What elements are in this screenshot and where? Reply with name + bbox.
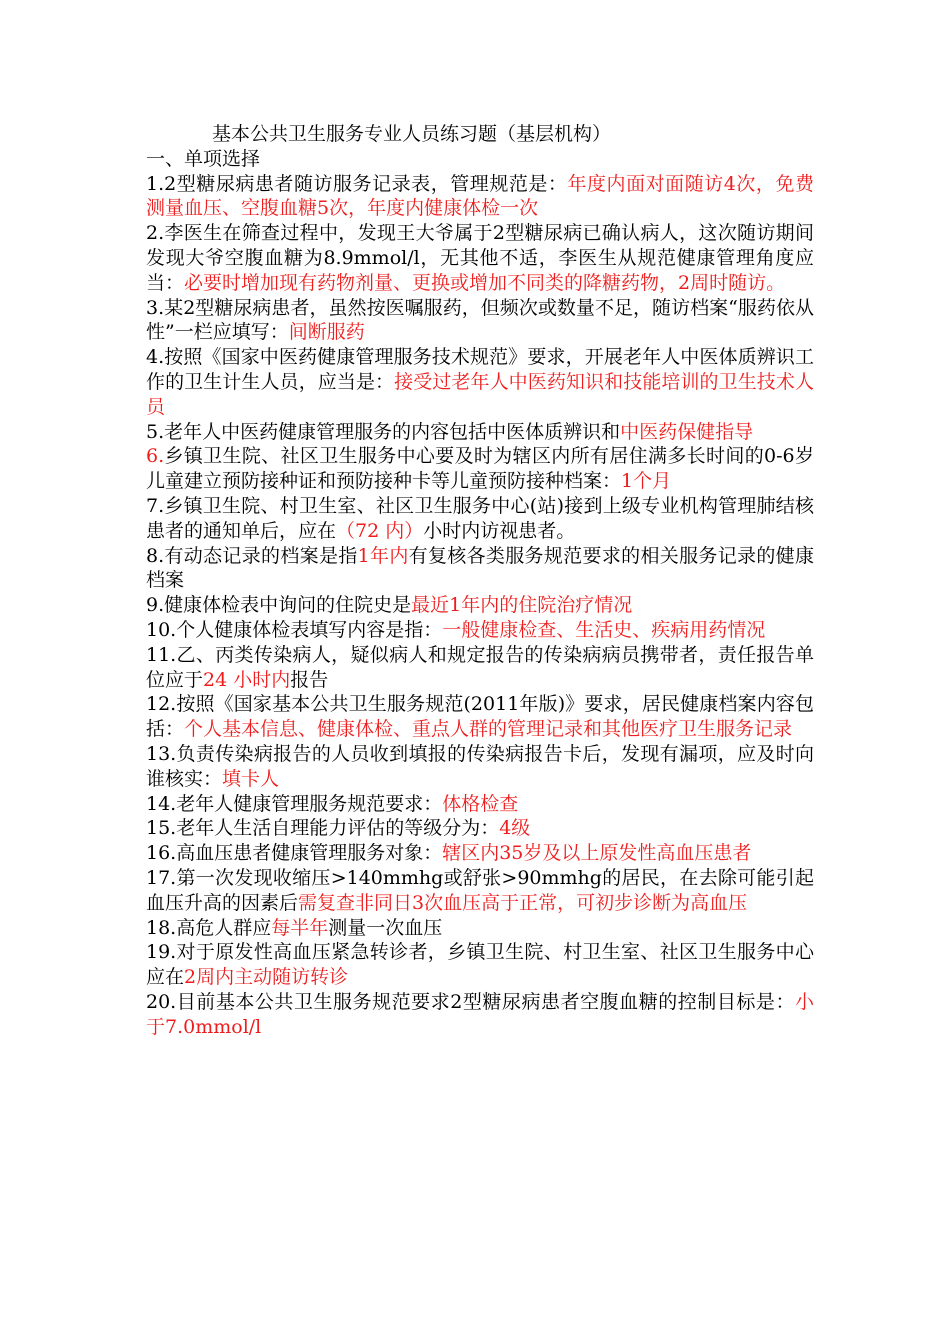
answer-text: 个人基本信息、健康体检、重点人群的管理记录和其他医疗卫生服务记录: [184, 718, 793, 741]
answer-text: 1年内: [357, 544, 409, 567]
question-item: [146, 593, 814, 618]
question-item: [146, 172, 814, 222]
question-text: 8.有动态记录的档案是指: [146, 544, 358, 567]
question-text: 14.老年人健康管理服务规范要求：: [146, 792, 443, 815]
answer-text: 间断服药: [288, 321, 365, 344]
answer-text: 需复查非同日3次血压高于正常，可初步诊断为高血压: [298, 891, 748, 914]
question-text: 有复核各类服务规范要求的相关服务记录的健康档案: [146, 544, 814, 592]
answer-text: 4级: [499, 817, 531, 840]
question-text: 16.高血压患者健康管理服务对象：: [146, 842, 443, 865]
question-text: 小时内访视患者。: [423, 519, 576, 542]
question-item: [146, 792, 814, 817]
question-item: [146, 816, 814, 841]
question-item: [146, 221, 814, 295]
question-text: 15.老年人生活自理能力评估的等级分为：: [146, 817, 500, 840]
question-item: [146, 916, 814, 941]
answer-text: 体格检查: [442, 792, 519, 815]
question-item: [146, 866, 814, 916]
question-text: 5.老年人中医药健康管理服务的内容包括中医体质辨识和: [146, 420, 621, 443]
answer-text: 接受过老年人中医药知识和技能培训的卫生技术人员: [146, 370, 814, 418]
question-text: 测量一次血压: [328, 916, 443, 939]
answer-text: 年度内面对面随访4次，免费测量血压、空腹血糖5次，年度内健康体检一次: [146, 172, 815, 220]
question-item: [146, 643, 814, 693]
question-text: 18.高危人群应: [146, 916, 272, 939]
answer-text: 中医药保健指导: [620, 420, 754, 443]
document-page: [146, 122, 814, 1039]
question-item: [146, 420, 814, 445]
question-item: [146, 494, 814, 544]
answer-text: 一般健康检查、生活史、疾病用药情况: [442, 618, 766, 641]
question-text: 10.个人健康体检表填写内容是指：: [146, 618, 443, 641]
answer-text: 2周内主动随访转诊: [184, 966, 349, 989]
question-text: 12.按照《国家基本公共卫生服务规范(2011年版)》要求，居民健康档案内容包括：: [146, 693, 814, 741]
question-item: [146, 444, 814, 494]
question-item: [146, 296, 814, 346]
question-item: [146, 990, 814, 1040]
section-heading: 一、单项选择: [146, 147, 261, 170]
question-text: 报告: [290, 668, 329, 691]
answer-text: （72 内）: [336, 519, 424, 542]
question-text: 乡镇卫生院、社区卫生服务中心要及时为辖区内所有居住满多长时间的0-6岁儿童建立预防接种证和预防接种卡等儿童预防接种档案：: [146, 445, 814, 493]
question-text: 4.按照《国家中医药健康管理服务技术规范》要求，开展老年人中医体质辨识工作的卫生计生人员，应当是：: [146, 346, 814, 393]
answer-text: 必要时增加现有药物剂量、更换或增加不同类的降糖药物，2周时随访。: [184, 271, 786, 294]
question-text: 20.目前基本公共卫生服务规范要求2型糖尿病患者空腹血糖的控制目标是：: [146, 990, 795, 1013]
answer-text: 1个月: [621, 470, 672, 493]
document-title: 基本公共卫生服务专业人员练习题（基层机构）: [212, 123, 612, 145]
question-text: 9.健康体检表中询问的住院史是: [146, 594, 412, 617]
answer-text: 小于7.0mmol/l: [146, 990, 814, 1038]
answer-text: 最近1年内的住院治疗情况: [411, 594, 633, 617]
question-text: 2.李医生在筛查过程中，发现王大爷属于2型糖尿病已确认病人，这次随访期间发现大爷空腹血糖为8.9mmol/l，无其他不适，李医生从规范健康管理角度应当：: [146, 222, 814, 294]
question-list: [146, 172, 814, 1040]
answer-text: 6.: [146, 445, 165, 468]
answer-text: 24 小时内: [203, 668, 291, 691]
question-item: [146, 742, 814, 792]
question-item: [146, 345, 814, 419]
question-item: [146, 692, 814, 742]
question-item: [146, 841, 814, 866]
question-text: 1.2型糖尿病患者随访服务记录表，管理规范是：: [146, 172, 568, 195]
answer-text: 每半年: [271, 916, 329, 939]
question-text: 13.负责传染病报告的人员收到填报的传染病报告卡后，发现有漏项，应及时向谁核实：: [146, 742, 814, 790]
question-item: [146, 544, 814, 594]
question-text: 11.乙、丙类传染病人，疑似病人和规定报告的传染病病员携带者，责任报告单位应于: [146, 643, 814, 691]
question-text: 3.某2型糖尿病患者，虽然按医嘱服药，但频次或数量不足，随访档案“服药依从性”一栏应填写：: [146, 296, 814, 344]
question-text: 19.对于原发性高血压紧急转诊者，乡镇卫生院、村卫生室、社区卫生服务中心应在: [146, 941, 814, 989]
question-text: 17.第一次发现收缩压>140mmhg或舒张>90mmhg的居民，在去除可能引起血压升高的因素后: [146, 866, 814, 914]
answer-text: 填卡人: [222, 767, 280, 790]
question-item: [146, 940, 814, 990]
answer-text: 辖区内35岁及以上原发性高血压患者: [442, 842, 752, 865]
question-item: [146, 618, 814, 643]
question-text: 7.乡镇卫生院、村卫生室、社区卫生服务中心(站)接到上级专业机构管理肺结核患者的通知单后，应在: [146, 494, 814, 542]
